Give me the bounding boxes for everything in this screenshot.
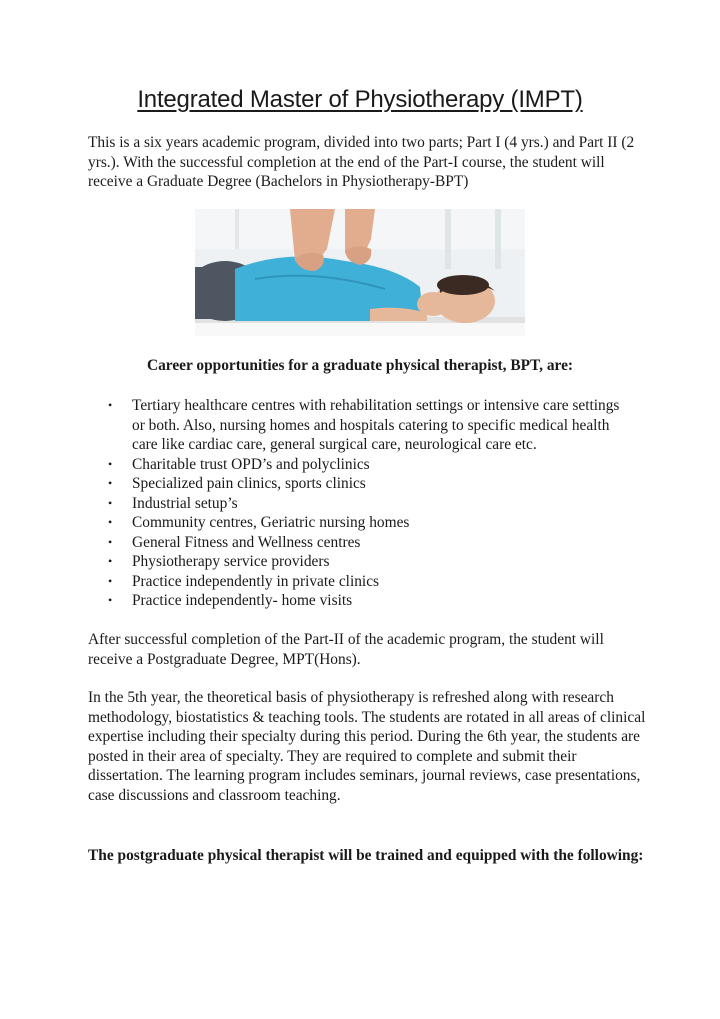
- career-heading: Career opportunities for a graduate physical therapist, BPT, are:: [146, 357, 574, 374]
- list-item-text: General Fitness and Wellness centres: [132, 533, 361, 551]
- bullet-icon: •: [108, 495, 113, 510]
- list-item-text: Tertiary healthcare centres with rehabilitation settings or intensive care settings or both. Also, nursing homes and hospitals catering to specific medical health care like cardiac care, general surgical care, neurological care etc.: [132, 397, 620, 453]
- postgraduate-paragraph: After successful completion of the Part-II of the academic program, the student will receive a Postgraduate Degree, MPT(Hons).: [88, 631, 604, 668]
- bullet-icon: •: [108, 476, 113, 490]
- physiotherapy-illustration: [195, 209, 525, 336]
- list-item: [108, 494, 628, 514]
- list-item: [108, 533, 628, 553]
- bullet-icon: •: [108, 534, 113, 549]
- bullet-icon: •: [108, 515, 113, 529]
- list-item: [108, 591, 628, 611]
- list-item: [108, 396, 628, 455]
- career-list: [108, 396, 628, 611]
- physiotherapy-photo: [195, 209, 525, 336]
- bullet-icon: •: [108, 456, 113, 471]
- closing-heading: The postgraduate physical therapist will be trained and equipped with the following:: [88, 847, 644, 864]
- list-item-text: Specialized pain clinics, sports clinics: [132, 475, 366, 492]
- list-item: [108, 455, 628, 475]
- list-item-text: Charitable trust OPD’s and polyclinics: [132, 455, 370, 473]
- list-item-text: Physiotherapy service providers: [132, 553, 330, 570]
- intro-paragraph: This is a six years academic program, divided into two parts; Part I (4 yrs.) and Part II (2 yrs.). With the successful completion at the end of the Part-I course, the student will receive a Graduate Degree (Bachelors in Physiotherapy-BPT): [88, 134, 635, 191]
- list-item-text: Community centres, Geriatric nursing homes: [132, 514, 410, 531]
- list-item: [108, 572, 628, 592]
- bullet-icon: •: [108, 573, 113, 588]
- list-item-text: Practice independently in private clinics: [132, 572, 380, 590]
- list-item-text: Practice independently- home visits: [132, 592, 353, 609]
- list-item-text: Industrial setup’s: [132, 494, 238, 512]
- page-title: Integrated Master of Physiotherapy (IMPT): [137, 86, 583, 113]
- bullet-icon: •: [108, 593, 113, 607]
- list-item: [108, 552, 628, 572]
- list-item: [108, 513, 628, 533]
- bullet-icon: •: [108, 554, 113, 568]
- bullet-icon: •: [108, 398, 113, 412]
- fifth-year-paragraph: In the 5th year, the theoretical basis of physiotherapy is refreshed along with research methodology, biostatistics & teaching tools. The students are rotated in all areas of clinical expertise including their specialty during this period. During the 6th year, the students are posted in their area of specialty. They are required to complete and submit their dissertation. The learning program includes seminars, journal reviews, case presentations, case discussions and classroom teaching.: [88, 689, 646, 804]
- list-item: [108, 474, 628, 494]
